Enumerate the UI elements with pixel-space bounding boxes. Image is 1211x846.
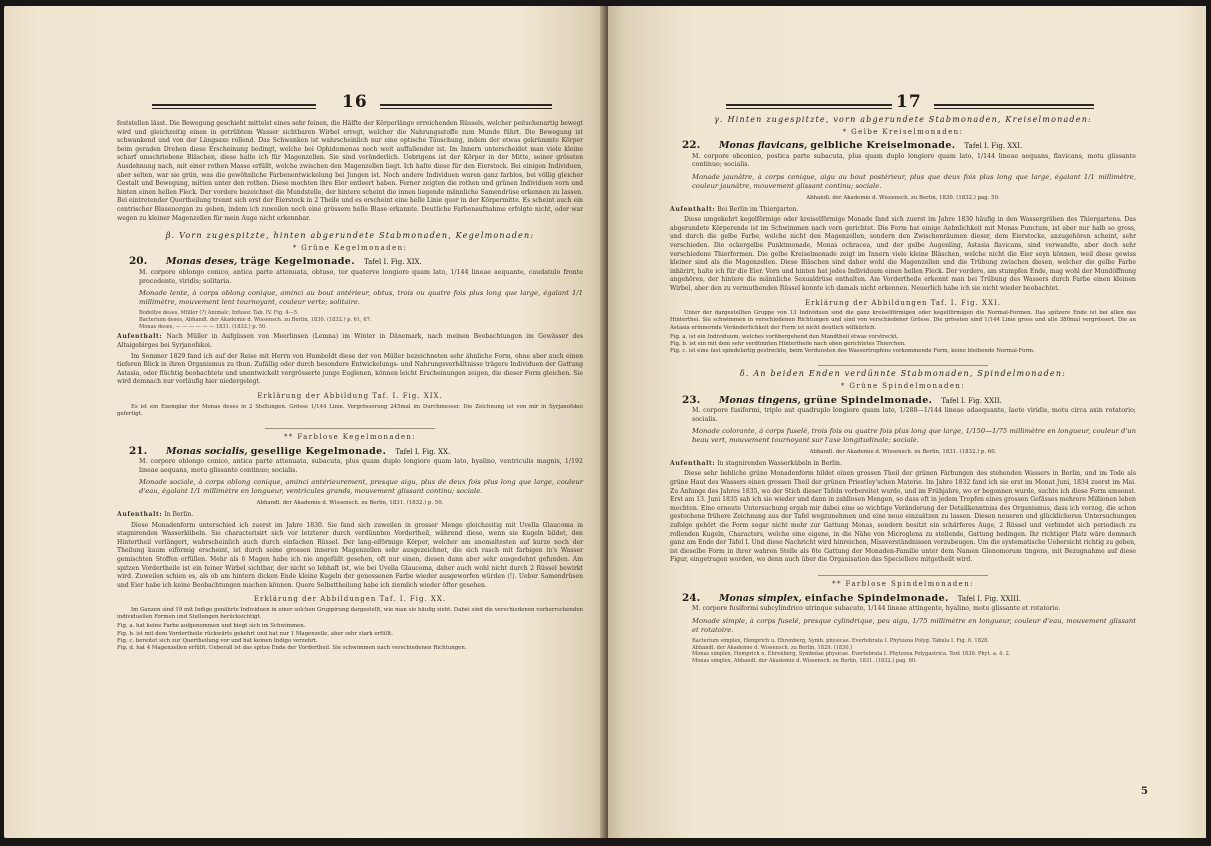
synonym-ref: Abhandl. der Akademie d. Wissensch. zu Berlin, 1829. (1830.) bbox=[692, 644, 853, 651]
plate-reference: Tafel I. Fig. XX. bbox=[395, 447, 451, 456]
subsection-green: * Grüne Kegelmonaden: bbox=[292, 243, 408, 252]
german-name: einfache Spindelmonade. bbox=[804, 592, 949, 604]
body-paragraph: Diese sehr liebliche grüne Monadenform bildet einen grossen Theil der grünen Färbungen des stehenden Wassers in Berlin, und im Tode als grüne Haut des Wassers einen grossen Theil der grünen Priestley'schen Materie. Im Jahre 1832 fand ich sie erst im Monat Juni, 1834 zuerst im Mai. Zu Anfange des Jahres 1835, wo der Stich dieser Tafeln vorbereitet wurde, und im Frühjahre, wo er begonnen wurde, suchte ich diese Form umsonst. Erst am 13. Juni 1835 sah ich sie wieder und dann in zahllosen Mengen, so dass oft in jedem Tropfen eines grossen Gefässes mehrere Millionen leben mochten. Eine erneute Untersuchung ergab mir dabei eine so wichtige Veränderung der Detailkenntniss des Organismus, dass ich vorzog, die schon gestochene frühere Zeichnung aus der Tafel wegzunehmen und eine neue einzuätzen zu lassen. Diesen neueren und glücklicheren Untersuchungen zufolge gehört die Form sogar nicht mehr zur Gattung Monas, sondern besitzt ein schärferes Auge, 2 Rüssel und verbindet sich periodisch zu rollenden Kugeln, Characters, welche eine eigene, in die Nähe von Microglena zu stellende, Gattung bedingen. Ihr richtiger Platz wäre demnach ganz am Ende der Tafel I. Und diese Nachricht wird hinreichen, Missverständnissen vorzubeugen. Um die systematische Uebersicht richtig zu geben, ist dieselbe Form in ihrer wahren Stelle als 6te Gattung der Monaden-Familie unter dem Namen Glenomorum tingens, mit Bezugnahme auf diese Figur, eingetragen worden, wo denn auch über die Organisation das Speciellere mitgetheilt wird. bbox=[670, 470, 1136, 564]
figure-explanation-heading: Erklärung der Abbildungen Taf. I. Fig. XX. bbox=[253, 595, 447, 604]
header-rule-right-d bbox=[934, 108, 1094, 109]
habitat-label: Aufenthalt: bbox=[670, 205, 716, 213]
body-paragraph: Diese Monadenform unterschied ich zuerst im Jahre 1830. Sie fand sich zuweilen in grosser Menge gleichzeitig mit Uvella Glaucoma in stagnirenden Wasserkübeln. Sie characterisirt sich vor letzterer durch verdünnten Vordertheil, während diese, wenn sie Kugeln bildet, den Hintertheil verlängert, wahrscheinlich auch durch einfachen Rüssel. Der lang-eiförmige Körper, welcher am anomaltesten auf kurze noch der Theilung kaum eiförmig erscheint, ist durch seine grossen inneren Magenzellen sehr ausgezeichnet, die sich rasch mit farbigen in's Wasser gemischten Stoffen erfüllen. Mehr als 6 Magen habe ich nie angefüllt gesehen, oft nur einen, diesen dann aber sehr ausgedehnt gefunden. Am spitzen Vordertheile ist ein feiner Wirbel sichtbar, der nicht so lebhaft ist, wie bei Uvella Glaucoma, daher auch wohl nicht durch 2 Rüssel bewirkt wird. Zuweilen schien es, als ob am hintern dicken Ende kleine Kugeln der genossenen Farbe wieder ausgeworfen würden (!). Ueber Samendrüsen und Eier habe ich keine Beobachtungen machen können. Quere Selbsttheilung habe ich ziemlich wieder öfter gesehen. bbox=[117, 521, 583, 589]
latin-diagnosis: M. corpore oblongo conico, antica parte attenuata, obtuso, ter quaterve longiore quam lato, 1/144 lineae aequante, caudatulo fronte procedente, viridis; solitaria. bbox=[139, 268, 583, 285]
subsection-green: * Grüne Spindelmonaden: bbox=[840, 381, 966, 390]
french-diagnosis: Monade lente, à corps oblong conique, aminci au bout antérieur, obtus, trois ou quatre fois plus long que large, égalant 1/1 millimètre, mouvement lent tournoyant, couleur verte; solitaire. bbox=[139, 289, 583, 307]
latin-diagnosis: M. corpore obconico, postica parte subacuta, plus quam duplo longiore quam lato, 1/144 lineae aequans, flavicans, motu glissante continuo; socialis. bbox=[692, 152, 1136, 169]
species-name: Monas deses, bbox=[166, 256, 238, 268]
figure-explanation-text: Es ist ein Exemplar der Monas deses in 2 Stellungen. Grösse 1/144 Linie. Vergrösserung 245mal im Durchmesser. Die Zeichnung ist von mir in Syrjanofskoi gefertigt. bbox=[117, 403, 583, 417]
entry-20-heading bbox=[117, 257, 583, 267]
species-name: Monas socialis, bbox=[166, 445, 248, 457]
citation: Abhandl. der Akademie d. Wissensch. zu Berlin, 1831. (1832.) p. 50. bbox=[256, 500, 444, 507]
habitat-text: Nach Müller in Aufgüssen von Meerlinsen (Lemna) im Winter in Dänemark, nach meinen Beobachtungen im Gewässer des Altaigebirges bei Syrjanofskoi. bbox=[117, 333, 584, 350]
french-diagnosis: Monade jaunâtre, à corps conique, aigu au bout postérieur, plus que deux fois plus long que large, égalant 1/1 millimètre, couleur jaunâtre, mouvement glissant continu; sociale. bbox=[692, 172, 1136, 190]
subsection-colourless: ** Farblose Kegelmonaden: bbox=[283, 433, 417, 442]
signature-mark: 5 bbox=[1141, 786, 1148, 797]
figure-explanation-text: Im Ganzen sind 19 mit Indigo genährte Individuen in einer solchen Gruppirung dargestellt, wie man sie häufig sieht. Dabei sind die verschiedenen vorherrschenden individuellen Formen und Stellungen berücksichtigt. bbox=[117, 606, 583, 621]
synonym-ref: Bodellye deses, Müller (?) Animalc. Infusor. Tab. IV. Fig. 4—5. bbox=[139, 310, 299, 317]
german-name: gelbliche Kreiselmonade. bbox=[810, 140, 956, 152]
section-heading-beta: β. Vorn zugespitzte, hinten abgerundete Stabmonaden, Kegelmonaden: bbox=[165, 231, 535, 241]
french-diagnosis: Monade colorante, à corps fuselé, trois fois ou quatre fois plus long que large, 1/150—1/75 millimètre en longueur, couleur d'un beau vert, mouvement tournoyant sur l'axe longitudinale; sociale. bbox=[692, 427, 1136, 445]
header-rule-left-c bbox=[380, 104, 552, 106]
entry-22-heading bbox=[670, 141, 1136, 151]
german-name: gesellige Kegelmonade. bbox=[250, 445, 387, 457]
entry-number: 23. bbox=[682, 393, 701, 406]
species-name: Monas flavicans, bbox=[719, 140, 808, 152]
plate-reference: Tafel I. Fig. XXIII. bbox=[957, 594, 1021, 603]
habitat-text: In stagnirenden Wasserkübeln in Berlin. bbox=[717, 459, 842, 467]
citation: Abhandl. der Akademie d. Wissensch. zu Berlin, 1830. (1832.) pag. 50. bbox=[806, 194, 1000, 201]
synonym-ref: Bacterium simplex, Hemprich u. Ehrenberg, Symb. physicae. Evertebrata I. Phytozoa Polyg. Tabula I. Fig. 6. 1828. bbox=[692, 637, 989, 644]
header-rule-left-b bbox=[152, 108, 316, 109]
intro-paragraph: feststellen lässt. Die Bewegung geschieht mittelst eines sehr feinen, die Hälfte der Körperlänge erreichenden Rüssels, welcher peitschenartig bewegt wird und gleichzeitig einen in getrübtem Wasser sichtbaren Wirbel erregt, welcher die Nahrungsstoffe zum Munde führt. Die Bewegung ist schwankend und von der Längsaxe rollend. Das Schwanken ist wahrscheinlich nur eine optische Täuschung, indem der etwas gekrümmte Körper beim geraden Drehen diese Erscheinung bedingt, welche bei Ophidomonas noch weit auffallender ist. Im Innern unterscheidet man viele kleine scharf umschriebene Bläschen, diese halte ich für Magenzellen. Sie sind veränderlich. Uebrigens ist der Körper in der Mitte, seiner grössten Ausdehnung nach, mit einer rothen Masse erfüllt, welche zwischen den Magenzellen liegt. Ich halte diese für den Eierstock. Bei einigen Individuen, aber selten, war sie grün, was die gewöhnliche Farbenentwickelung bei Jungen ist. Noch andere Individuen waren ganz farblos, bei völlig gleicher Gestalt und Bewegung, mitten unter den rothen. Diese mochten ihre Eier entleert haben. Ferner zeigten die rothen und grünen Individuen vorn und hinten einen hellen Fleck. Der vordere bezeichnet die Mundstelle, der hintere scheint die innen liegende männliche Samendrüse erkennen zu lassen. Bei eintretender Quertheilung trennt sich erst der Eierstock in 2 Theile und es erscheint eine helle Linie quer in der Körpermitte. Es scheint auch ein centrischer Blasenorgan zu geben, indem ich zuweilen noch eine grössere helle Blase erkannte. Deutliche Farbenaufnahme erfolgte nicht, oder war wegen zu kleiner Magenzellen für mein Auge nicht erkennbar. bbox=[117, 120, 583, 222]
plate-reference: Tafel I. Fig. XXI. bbox=[964, 142, 1023, 151]
header-rule-right-a bbox=[726, 104, 892, 106]
figure-item: Fig. a. hat keine Farbe aufgenommen und biegt sich im Schwimmen. bbox=[117, 623, 306, 630]
figure-explanation-heading: Erklärung der Abbildung Taf. I. Fig. XIX. bbox=[257, 392, 443, 401]
figure-item: Fig. c. ist eine fast spindelartig gestreckte, beim Verdunsten des Wassertropfens vorkommende Form, keine bleibende Normal-Form. bbox=[670, 348, 1035, 355]
habitat bbox=[670, 206, 1136, 215]
synonym-ref: Monas deses, — — — — — — 1831. (1832.) p. 50. bbox=[139, 323, 267, 330]
synonym-ref: Bacterium deses, Abhandl. der Akademie d. Wissensch. zu Berlin, 1830. (1832.) p. 61, 67. bbox=[139, 316, 372, 323]
figure-item: Fig. a. ist ein Individuum, welches vorübergehend den Mundtheil etwas vorstreckt. bbox=[670, 333, 899, 340]
habitat-text: Bei Berlin im Thiergarten. bbox=[717, 205, 799, 213]
divider bbox=[265, 428, 435, 429]
synonym-ref: Monas simplex, Hemprich u. Ehrenberg, Symbolae physicae. Evertebrata I. Phytozoa Polygastrica. Text 1830. Phyt. a. 4. 2. bbox=[692, 651, 1011, 658]
page-number: 16 bbox=[342, 92, 368, 112]
entry-number: 21. bbox=[129, 444, 148, 457]
habitat bbox=[117, 333, 583, 350]
right-column bbox=[670, 116, 1136, 665]
citation: Abhandl. der Akademie d. Wissensch. zu Berlin, 1831. (1832.) p. 60. bbox=[809, 449, 997, 456]
species-name: Monas tingens, bbox=[719, 394, 801, 406]
entry-number: 20. bbox=[129, 255, 148, 268]
subsection-colourless: ** Farblose Spindelmonaden: bbox=[832, 580, 974, 588]
header-rule-right-b bbox=[726, 108, 892, 109]
french-diagnosis: Monade sociale, à corps oblong conique, aminci antérieurement, presque aigu, plus de deux fois plus long que large, couleur d'eau, égalant 1/1 millimètre en longueur, ventricules grands, mouvement glissant continu; sociale. bbox=[139, 478, 583, 496]
figure-item: Fig. b. ist ein mit dem sehr verdünnten Hintertheile nach oben gerichtetes Thierchen. bbox=[670, 340, 906, 347]
habitat bbox=[670, 460, 1136, 469]
section-heading-gamma: γ. Hinten zugespitzte, vorn abgerundete Stabmonaden, Kreiselmonaden: bbox=[714, 115, 1092, 124]
synonym-ref: Monas simplex, Abhandl. der Akademie d. Wissensch. zu Berlin, 1831. (1832.) pag. 60. bbox=[692, 658, 917, 665]
entry-21-heading bbox=[117, 444, 583, 457]
german-name: grüne Spindelmonade. bbox=[803, 394, 933, 406]
habitat bbox=[117, 511, 583, 520]
entry-23-heading bbox=[670, 393, 1136, 406]
species-name: Monas simplex, bbox=[719, 592, 802, 604]
figure-explanation-text: Unter der dargestellten Gruppe von 13 Individuen sind die ganz kreiselförmigen oder kegelförmigen die Normal-Formen. Das spitzere Ende ist bei allen das Hinterthei. Sie schwimmen in verschiedenen Richtungen und sind von verschiedener Grösse. Die grössten sind 1/144 Linie gross und alle 380mal vergrössert. Die an Astasia erinnernde Veränderlichkeit der Form ist nicht deutlich willkürlich. bbox=[670, 310, 1136, 331]
latin-diagnosis: M. corpore fusiformi, triplo aut quadruplo longiore quam lato, 1/288—1/144 lineae adaequante, laete viridis, motu circa axin rotatorio; socialis. bbox=[692, 407, 1136, 423]
german-name: träge Kegelmonade. bbox=[240, 256, 355, 268]
body-paragraph: Diese umgekehrt kegelförmige oder kreiselförmige Monade fand sich zuerst im Jahre 1830 häufig in den Wassergräben des Thiergartens. Das abgerundete Körperende ist im Schwimmen nach vorn gerichtet. Die Form hat einige Aehnlichkeit mit Monas Punctum, ist aber nur halb so gross, und durch die gelbe Farbe, welche nicht den Magenzellen, sondern den Zwischenräumen dieser, dem Eierstocke, anzugehören scheint, sehr verschieden. Die ockergelbe Punktmonade, Monas ochracea, und der gelbe Augenling, Astasia flavicans, sind verwandte, aber doch sehr verschiedene Thierformen. Die gelbe Kreiselmonade zeigt im Innern viele kleine Bläschen, welche nicht die Eier seyn können, weil diese gewiss kleiner sind als die Magenzellen. Diese Bläschen sind daher wohl die Magenzellen und die Trübung zwischen diesen, welcher die gelbe Farbe inhärirt, halte ich für die Eier. Vorn und hinten hat jedes Individuum einen hellen Fleck. Der vordere, am stumpfen Ende, mag wohl der Mundöffnung angehören, der hintere die männliche Sexualdrüse enthalten. Am Vordertheile erkennt man bei Trübung des Wassers durch Farbe einen kleinen Wirbel, aber den zu vermuthenden Rüssel konnte ich damals nicht erkennen. Neuerlich habe ich sie nicht wieder beobachtet. bbox=[670, 216, 1136, 292]
figure-explanation-heading: Erklärung der Abbildungen Taf. I. Fig. XXI. bbox=[804, 298, 1001, 307]
divider bbox=[818, 365, 988, 366]
entry-number: 22. bbox=[682, 139, 701, 152]
divider bbox=[818, 575, 988, 576]
latin-diagnosis: M. corpore oblongo conico, antica parte attenuata, subacuta, plus quam duplo longiore quam lato, hyalino, ventriculis magnis, 1/192 lineae aequans, motu glissante continuo; socialis. bbox=[139, 458, 583, 474]
header-rule-left-d bbox=[380, 108, 552, 109]
left-column bbox=[117, 120, 583, 652]
plate-reference: Tafel I. Fig. XIX. bbox=[363, 258, 422, 267]
french-diagnosis: Monade simple, à corps fuselé, presque cylindrique, peu aigu, 1/75 millimètre en longueur, couleur d'eau, mouvement glissant et rotatoire. bbox=[692, 616, 1136, 634]
figure-item: Fig. c. bereitet sich zur Quertheilung vor und hat keinen Indigo verzehrt. bbox=[117, 637, 318, 644]
page-number: 17 bbox=[896, 92, 922, 112]
entry-24-heading bbox=[670, 591, 1136, 604]
habitat-label: Aufenthalt: bbox=[117, 333, 163, 341]
left-page bbox=[4, 6, 606, 838]
latin-diagnosis: M. corpore fusiformi subcylindrico utrinque subacuto, 1/144 lineae attingente, hyalino, motu glissante et rotatorio. bbox=[692, 605, 1061, 613]
habitat-label: Aufenthalt: bbox=[117, 511, 163, 519]
habitat-label: Aufenthalt: bbox=[670, 459, 716, 467]
section-heading-delta: δ. An beiden Enden verdünnte Stabmonaden, Spindelmonaden: bbox=[739, 369, 1067, 379]
plate-reference: Tafel I. Fig. XXII. bbox=[941, 396, 1002, 405]
header-rule-right-c bbox=[934, 104, 1094, 106]
header-rule-left-a bbox=[152, 104, 316, 106]
figure-item: Fig. b. ist mit dem Vordertheile rückwärts gekehrt und hat nur 1 Magenzelle, aber sehr stark erfüllt. bbox=[117, 630, 393, 637]
figure-item: Fig. d. hat 4 Magenzellen erfüllt. Ueberall ist das spitze Ende der Vordertheil. Sie schwimmen nach verschiedenen Richtungen. bbox=[117, 644, 467, 651]
habitat-text: In Berlin. bbox=[164, 511, 194, 519]
body-paragraph: Im Sommer 1829 fand ich auf der Reise mit Herrn von Humboldt diese der von Müller bezeichneten sehr ähnliche Form, ohne aber auch einen tieferen Blick in ihren Organismus zu thun. Zufällig oder durch besondere Entwickelungs- und Nahrungsverhältnisse trägere Individuen der Gattung Astasia, oder flüchtig beobachtete und unentwickelt vergrösserte junge Euglenen, können leicht Erscheinungen zeigen, die dieser Form gleichen. Sie wird demnach nur vorläufig hier niedergelegt. bbox=[117, 352, 583, 386]
subsection-yellow: * Gelbe Kreiselmonaden: bbox=[842, 127, 964, 136]
entry-number: 24. bbox=[682, 591, 701, 604]
right-page bbox=[608, 6, 1206, 838]
